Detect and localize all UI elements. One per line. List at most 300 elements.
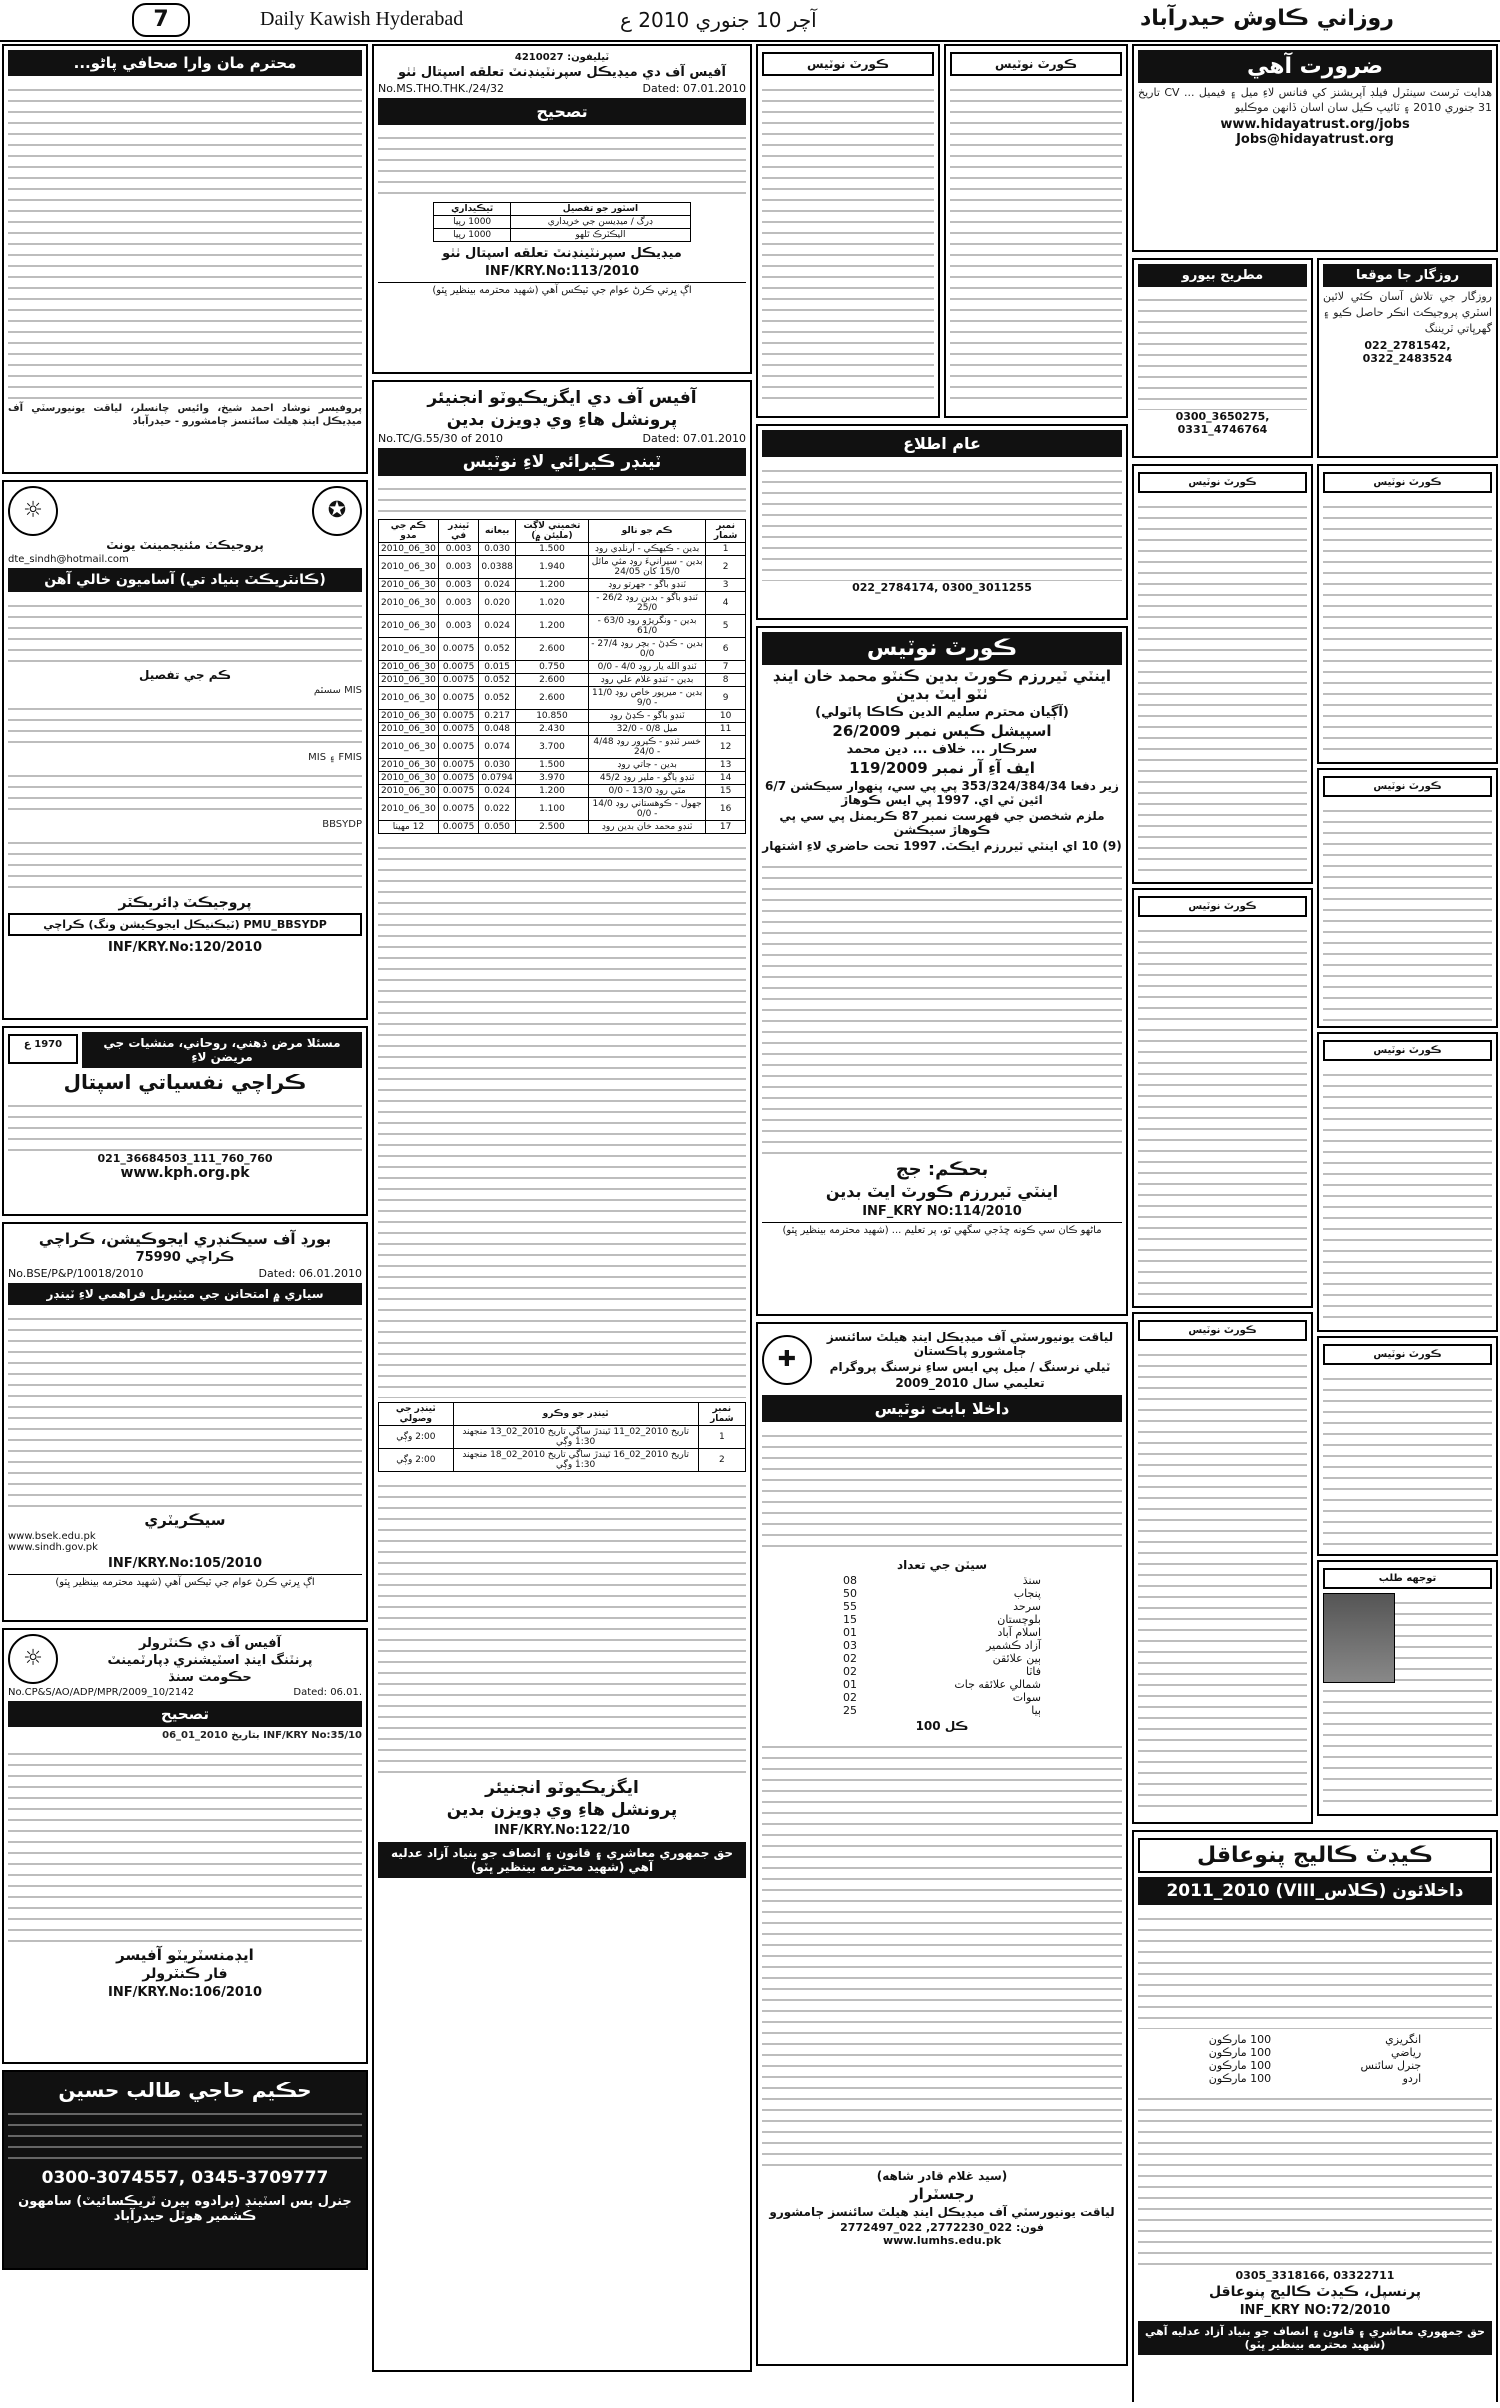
luhms-seat-count: 02 (843, 1652, 857, 1665)
luhms-seat-row (843, 1665, 1041, 1678)
xen-sign-1: ايگزيڪيوٽو انجنيئر (485, 1778, 639, 1798)
medsup-table (433, 202, 691, 242)
court-notice-b-body (1138, 921, 1307, 1301)
cadet-subject: اردو (1402, 2072, 1422, 2085)
xen-table-cell: 2.600 (515, 638, 588, 661)
printing-dept: پرنٽنگ اينڊ اسٽيشنري ڊپارٽمينٽ (107, 1653, 313, 1668)
printing-officer-2: فار ڪنٽرولر (142, 1966, 228, 1982)
need-email[interactable]: Jobs@hidayatrust.org (1236, 132, 1394, 147)
medsup-office: آفيس آف دي ميڊيڪل سپرنٽينڊنٽ تعلقه اسپتال ٺٺو (397, 65, 727, 80)
cadet-marks-list (1209, 2033, 1421, 2085)
luhms-seat-row (843, 1587, 1041, 1600)
atc-judge: (آڳيان محترم سليم الدين ڪاڪا پاٽولي) (815, 705, 1069, 720)
xen-th: ٽينڊر في (438, 520, 479, 543)
hakeem-store: جنرل بس اسٽينڊ (برادوه بيرن ٽريڪسائيٽ) سامهون ڪشمير هوٽل حيدرآباد (18, 2194, 352, 2224)
printing-inf-ref: INF/KRY No:35/10 بتاريخ 2010_01_06 (162, 1730, 362, 1741)
column-4 (1132, 44, 1498, 2402)
xen-table-row (379, 543, 746, 556)
hospital-header: مسئلا مرض ذهني، روحاني، منشيات جي مريضن لاءِ (82, 1032, 362, 1068)
xen-table-cell: 12 مهينا (379, 821, 439, 834)
xen-table-cell: 30_06_2010 (379, 759, 439, 772)
xen-table-cell: 0.217 (479, 710, 516, 723)
hakeem-ad (2, 2070, 368, 2270)
medsup-correction-ad (372, 44, 752, 374)
xen-table-cell: 30_06_2010 (379, 661, 439, 674)
xen-table-cell: بدين - ڪڍڻ - بچر روڊ 27/4 - 0/0 (588, 638, 705, 661)
xen-table-row (379, 687, 746, 710)
luhms-sub: ٽيلي نرسنگ / ميل پي ايس ساءِ نرسنگ پروگرام (829, 1360, 1111, 1374)
xen-table-cell: 0.024 (479, 785, 516, 798)
xen-table-cell: 1.020 (515, 592, 588, 615)
luhms-seat-count: 03 (843, 1639, 857, 1652)
luhms-intro (762, 1426, 1122, 1556)
xen-table-cell: 0.003 (438, 543, 479, 556)
luhms-seat-count: 15 (843, 1613, 857, 1626)
luhms-seat-region: اسلام آباد (997, 1626, 1041, 1639)
xen-table-cell: 1.200 (515, 579, 588, 592)
court-notice-2-body (950, 80, 1122, 400)
xen-division: پرونشل هاءِ وي ڊويزن بدين (446, 410, 678, 430)
xen-table-cell: 10 (706, 710, 746, 723)
xen-table-cell: 1.500 (515, 543, 588, 556)
medsup-tel: ٽيليفون: 4210027 (514, 52, 610, 63)
court-notice-c (1132, 1312, 1313, 1824)
court-notice-f-title: ڪورٽ نوٽيس (1323, 1040, 1492, 1061)
xen-office: آفيس آف دي ايگزيڪيوٽو انجنيئر (427, 388, 697, 408)
cadet-marks-row (1209, 2033, 1421, 2046)
xen-table-cell: بدين - سيرانيءَ روڊ مثي مائل 15/0 کان 24/05 (588, 556, 705, 579)
medsup-cell: 1000 رپيا (434, 216, 511, 229)
contract-jobs-ad (2, 480, 368, 1020)
atc-body (762, 857, 1122, 1157)
court-notice-d-body (1323, 497, 1492, 757)
court-notice-2-title: ڪورٽ نوٽيس (950, 52, 1122, 76)
xen-dates-cell: 2:00 وڳي (379, 1449, 454, 1472)
court-notice-d (1317, 464, 1498, 764)
court-notice-a (1132, 464, 1313, 884)
paper-name: Daily Kawish Hyderabad (260, 8, 464, 30)
xen-table-cell: 0.024 (479, 615, 516, 638)
public-notice-phones: 022_2784174, 0300_3011255 (852, 581, 1032, 594)
bsek-inf-number: INF/KRY.No:105/2010 (108, 1556, 262, 1571)
luhms-seat-row (843, 1600, 1041, 1613)
xen-table-row (379, 579, 746, 592)
xen-table-cell: بدين - ونگريڙو روڊ 63/0 - 61/0 (588, 615, 705, 638)
xen-table-row (379, 723, 746, 736)
printing-officer: ايڊمنسٽريٽو آفيسر (116, 1946, 254, 1964)
bsek-web-2[interactable]: www.sindh.gov.pk (8, 1542, 98, 1553)
xen-table-cell: 0.0075 (438, 772, 479, 785)
hospital-body (8, 1096, 362, 1152)
xen-th: ڪم جو نالو (588, 520, 705, 543)
contract-item-3: BBSYDP (322, 819, 362, 830)
public-notice-body (762, 461, 1122, 581)
xen-table-cell: مٿي روڊ 13/0 - 0/0 (588, 785, 705, 798)
cadet-marks-row (1209, 2059, 1421, 2072)
xen-table-cell: ٽنڊو محمد خان بدين روڊ (588, 821, 705, 834)
luhms-web[interactable]: www.lumhs.edu.pk (882, 2234, 1002, 2247)
xen-table-cell: ٽنڊو باگو - جهرتو روڊ (588, 579, 705, 592)
xen-dates-cell: 2 (698, 1449, 745, 1472)
printing-body (8, 1744, 362, 1944)
xen-table-row (379, 821, 746, 834)
court-notice-e-title: ڪورٽ نوٽيس (1323, 776, 1492, 797)
court-notice-g (1317, 1336, 1498, 1556)
hospital-web[interactable]: www.kph.org.pk (120, 1165, 250, 1181)
contract-header: (ڪانٽريڪٽ بنياد تي) آساميون خالي آهن (8, 568, 362, 592)
hospital-year: 1970 ع (8, 1034, 78, 1064)
xen-table-cell: 0.022 (479, 798, 516, 821)
attention-title: توجهه طلب (1323, 1568, 1492, 1589)
xen-dates-row (379, 1449, 746, 1472)
xen-table-cell: ٽنڊو ٻاگو - ملير روڊ 45/2 (588, 772, 705, 785)
xen-table-cell: 30_06_2010 (379, 710, 439, 723)
xen-table-cell: 3.700 (515, 736, 588, 759)
xen-table-cell: 2 (706, 556, 746, 579)
medsup-footer: اڳ ڀرتي ڪرڻ عوام جي ٽيڪس آهي (شهيد محترمه بينظير ڀٽو) (378, 282, 746, 296)
xen-table-cell: بدين - ميرپور خاص روڊ 11/0 - 9/0 (588, 687, 705, 710)
atc-fir: ايف آءِ آر نمبر 119/2009 (849, 759, 1035, 777)
xen-table-cell: 7 (706, 661, 746, 674)
court-notice-a-body (1138, 497, 1307, 877)
luhms-seat-row (843, 1652, 1041, 1665)
xen-table-cell: 0.050 (479, 821, 516, 834)
xen-table-cell: 17 (706, 821, 746, 834)
xen-works-table (378, 519, 746, 834)
xen-table-cell: 1.500 (515, 759, 588, 772)
xen-inf-number: INF/KRY.No:122/10 (494, 1823, 630, 1838)
xen-footer: حق جمهوري معاشري ۽ قانون ۽ انصاف جو بنياد آزاد عدليه آهي (شهيد محترمه بينظير ڀٽو) (378, 1842, 746, 1878)
luhms-seat-count: 02 (843, 1665, 857, 1678)
sindh-seal-icon: ☼ (8, 486, 58, 536)
xen-th: ڪم جي مدو (379, 520, 439, 543)
luhms-seat-count: 01 (843, 1678, 857, 1691)
xen-dates-cell: 1 (698, 1426, 745, 1449)
xen-th: نمبر شمار (706, 520, 746, 543)
xen-table-cell: 11 (706, 723, 746, 736)
xen-table-cell: 30_06_2010 (379, 556, 439, 579)
court-notice-1-title: ڪورٽ نوٽيس (762, 52, 934, 76)
luhms-admission-ad (756, 1322, 1128, 2366)
medsup-cell: اليڪٽرڪ ٿلهو (511, 229, 691, 242)
xen-table-cell: 0.0794 (479, 772, 516, 785)
printing-header: تصحيح (8, 1701, 362, 1727)
bsek-body (8, 1309, 362, 1509)
atc-judge-title: بحڪم: جج (895, 1159, 989, 1180)
luhms-seat-count: 55 (843, 1600, 857, 1613)
medsup-th-2: ٿيڪيداري (434, 203, 511, 216)
luhms-seat-count: 08 (843, 1574, 857, 1587)
court-notice-g-body (1323, 1369, 1492, 1549)
court-notice-e-body (1323, 801, 1492, 1021)
xen-table-cell: 30_06_2010 (379, 785, 439, 798)
contract-director: پروجيڪٽ ڊائريڪٽر (118, 895, 252, 911)
xen-table-row (379, 592, 746, 615)
luhms-uni: لياقت يونيورسٽي آف ميڊيڪل اينڊ هيلٿ سائنسز ڄامشورو پاڪستان (826, 1330, 1114, 1358)
xen-table-cell: 30_06_2010 (379, 772, 439, 785)
xen-table-cell: 30_06_2010 (379, 592, 439, 615)
xen-table-cell: 0.048 (479, 723, 516, 736)
bsek-footer: اڳ ڀرتي ڪرڻ عوام جي ٽيڪس آهي (شهيد محترمه بينظير ڀٽو) (8, 1574, 362, 1588)
xen-table-cell: 0.020 (479, 592, 516, 615)
luhms-total: ڪل 100 (915, 1719, 969, 1733)
xen-header: ٽينڊر ڪيرائي لاءِ نوٽيس (378, 448, 746, 476)
bsek-tender-ad (2, 1222, 368, 1622)
rozgar-phones: 022_2781542, 0322_2483524 (1362, 339, 1453, 365)
xen-table-cell: 0.024 (479, 579, 516, 592)
xen-table-cell: 30_06_2010 (379, 798, 439, 821)
xen-table-cell: 0.0075 (438, 687, 479, 710)
cadet-body (1138, 2089, 1492, 2269)
xen-table-cell: 0.003 (438, 579, 479, 592)
cadet-marks-value: 100 مارڪون (1208, 2072, 1272, 2085)
cadet-phones: 0305_3318166, 03322711 (1235, 2269, 1395, 2282)
xen-table-cell: 0.003 (438, 615, 479, 638)
page-number: 7 (132, 3, 190, 37)
marriage-bureau-ad (1132, 258, 1313, 458)
luhms-seat-region: سرحد (1013, 1600, 1041, 1613)
xen-table-cell: بدين - ڪيهڪي - آرنلڊي روڊ (588, 543, 705, 556)
xen-th: بيعانه (479, 520, 516, 543)
xen-dates-th: ٽينڊر جي وصولي (379, 1403, 454, 1426)
luhms-seat-region: سنڌ (1022, 1574, 1041, 1587)
tribute-signature: پروفيسر نوشاد احمد شيخ، وائيس چانسلر، لياقت يونيورسٽي آف ميڊيڪل اينڊ هيلٿ سائنسز ڄامشورو - حيدرآباد (8, 403, 362, 427)
cadet-marks-row (1209, 2046, 1421, 2059)
bsek-web-1[interactable]: www.bsek.edu.pk (8, 1531, 96, 1542)
public-notice-ad (756, 424, 1128, 620)
luhms-seat-row (843, 1678, 1041, 1691)
luhms-registrar: رجسٽرار (910, 2185, 974, 2203)
printing-seal-icon: ☼ (8, 1634, 58, 1684)
xen-dates-table (378, 1402, 746, 1472)
cadet-marks-value: 100 مارڪون (1208, 2046, 1272, 2059)
xen-table-cell: 30_06_2010 (379, 687, 439, 710)
xen-table-cell: 13 (706, 759, 746, 772)
contract-subhead: ڪم جي تفصيل (138, 668, 231, 682)
xen-table-cell: 30_06_2010 (379, 674, 439, 687)
xen-table-cell: 10.850 (515, 710, 588, 723)
luhms-seat-count: 02 (843, 1691, 857, 1704)
xen-conditions (378, 1476, 746, 1776)
atc-inf-number: INF_KRY NO:114/2010 (862, 1204, 1022, 1219)
xen-dates-rows (379, 1426, 746, 1472)
xen-table-cell: 0.030 (479, 759, 516, 772)
need-web[interactable]: www.hidayatrust.org/jobs (1220, 117, 1410, 132)
luhms-registrar-sub: لياقت يونيورسٽي آف ميڊيڪل اينڊ هيلٿ سائنسز ڄامشورو (769, 2205, 1115, 2219)
paper-name-urdu: روزاني ڪاوش حيدرآباد (1140, 6, 1394, 31)
xen-dated: Dated: 07.01.2010 (642, 432, 746, 445)
printing-dept-ad (2, 1628, 368, 2064)
luhms-seat-region: ٻين علائقن (992, 1652, 1041, 1665)
contract-org: پروجيڪٽ مئنيجمينٽ يونٽ (106, 538, 264, 552)
xen-table-cell: 1.200 (515, 615, 588, 638)
cadet-intro (1138, 1909, 1492, 2029)
xen-ref: No.TC/G.55/30 of 2010 (378, 432, 504, 445)
luhms-seat-region: ٻيا (1031, 1704, 1041, 1717)
hakeem-phones: 0300-3074557, 0345-3709777 (41, 2168, 329, 2188)
xen-table-row (379, 785, 746, 798)
atc-header: ڪورٽ نوٽيس (762, 632, 1122, 665)
xen-table-cell: 4 (706, 592, 746, 615)
xen-table-cell: 0.0075 (438, 661, 479, 674)
xen-table-cell: جهول - ڪوهستاني روڊ 14/0 - 0/0 (588, 798, 705, 821)
xen-dates-row (379, 1426, 746, 1449)
contract-inf-number: INF/KRY.No:120/2010 (108, 940, 262, 955)
luhms-seat-row (843, 1574, 1041, 1587)
xen-table-cell: 2.600 (515, 687, 588, 710)
need-body: هدايت ٽرسٽ سينٽرل فيلڊ آپريشنز کي فنانس لاءِ ميل ۽ فيميل ... CV تاريخ 31 جنوري 2010 ۽ ٽائيپ ڪيل سان اسان ڏانهن موڪليو (1138, 86, 1492, 114)
hakeem-body (8, 2104, 362, 2164)
attention-ad (1317, 1560, 1498, 1816)
luhms-header: داخلا بابت نوٽيس (762, 1395, 1122, 1422)
xen-table-row (379, 661, 746, 674)
missing-person-photo (1323, 1593, 1395, 1683)
medsup-th-1: اسٽور جو تفصيل (511, 203, 691, 216)
xen-table-cell: 30_06_2010 (379, 543, 439, 556)
atc-court: اينٽي ٽيررزم ڪورٽ بدين ڪنٽو محمد خان اينڊ ٺٽو ايٽ بدين (772, 667, 1112, 703)
court-notice-b (1132, 888, 1313, 1308)
xen-table-cell: 0.003 (438, 556, 479, 579)
xen-table-cell: 0.052 (479, 687, 516, 710)
luhms-seat-row (843, 1704, 1041, 1717)
printing-ref: No.CP&S/AO/ADP/MPR/2009_10/2142 (8, 1687, 194, 1698)
tribute-body (8, 80, 362, 400)
xen-table-row (379, 736, 746, 759)
xen-table-cell: 0.0075 (438, 723, 479, 736)
xen-table-cell: 2.600 (515, 674, 588, 687)
atc-sections: زير دفعا 353/324/384/34 پي پي سي، پنهوار سيڪشن 6/7 ائين ٽي اي. 1997 پي ايس ڪوهاڙ (765, 779, 1119, 807)
xen-tender-ad (372, 380, 752, 2372)
luhms-seat-count: 01 (843, 1626, 857, 1639)
xen-table-row (379, 615, 746, 638)
bsek-dated: Dated: 06.01.2010 (258, 1267, 362, 1280)
contract-item-3-body (8, 833, 362, 893)
xen-table-cell: 30_06_2010 (379, 736, 439, 759)
xen-table-cell: 0.030 (479, 543, 516, 556)
court-notice-c-title: ڪورٽ نوٽيس (1138, 1320, 1307, 1341)
contract-item-1-body (8, 699, 362, 749)
atc-court-notice (756, 626, 1128, 1316)
xen-table-row (379, 674, 746, 687)
luhms-seat-region: بلوچستان (997, 1613, 1041, 1626)
bbsydp-logo-icon: ✪ (312, 486, 362, 536)
contract-intro (8, 596, 362, 666)
luhms-seats-list (843, 1574, 1041, 1717)
bsek-subtitle: سياري ۾ امتحانن جي ميٽيريل فراهمي لاءِ ٽينڊر (8, 1283, 362, 1305)
contract-unit: PMU_BBSYDP (ٽيڪنيڪل ايجوڪيشن ونگ) ڪراچي (8, 913, 362, 936)
xen-table-cell: 2.500 (515, 821, 588, 834)
luhms-body (762, 1737, 1122, 2167)
xen-table-cell: 12 (706, 736, 746, 759)
cadet-header: ڪيڊٽ ڪاليج پنوعاقل (1138, 1838, 1492, 1873)
luhms-seat-region: آزاد ڪشمير (986, 1639, 1041, 1652)
atc-accused: ملزم شخصن جي فهرست نمبر 87 ڪريمنل پي سي پي ڪوهاڙ سيڪشن (779, 809, 1105, 837)
cadet-sub: داخلائون (ڪلاس_VIII) 2011_2010 (1138, 1877, 1492, 1905)
cadet-subject: جنرل سائنس (1360, 2059, 1422, 2072)
medsup-header: تصحيح (378, 98, 746, 125)
court-notice-c-body (1138, 1345, 1307, 1815)
xen-table-cell: 0.0075 (438, 710, 479, 723)
hakeem-name: حڪيم حاجي طالب حسين (58, 2078, 312, 2102)
xen-table-cell: 0.0075 (438, 674, 479, 687)
printing-gov: حڪومت سنڌ (168, 1670, 252, 1685)
xen-table-cell: 0.074 (479, 736, 516, 759)
tribute-ad (2, 44, 368, 474)
marriage-header: مطريح بيورو (1138, 264, 1307, 287)
court-notice-g-title: ڪورٽ نوٽيس (1323, 1344, 1492, 1365)
xen-table-cell: 0.0075 (438, 736, 479, 759)
xen-table-cell: 2.430 (515, 723, 588, 736)
contract-item-2: FMIS ۽ MIS (308, 752, 362, 763)
luhms-session: تعليمي سال 2010_2009 (895, 1376, 1045, 1390)
luhms-seat-count: 25 (843, 1704, 857, 1717)
luhms-seat-region: فاٽا (1025, 1665, 1041, 1678)
need-header: ضرورت آهي (1138, 50, 1492, 83)
luhms-seat-region: شمالي علائقه جات (954, 1678, 1041, 1691)
xen-table-cell: 0.0075 (438, 638, 479, 661)
xen-dates-cell: 2:00 وڳي (379, 1426, 454, 1449)
xen-table-row (379, 798, 746, 821)
printing-inf-number: INF/KRY.No:106/2010 (108, 1985, 262, 2000)
rozgar-body: روزگار جي تلاش آسان ڪئي لائين اسٽري پروجيڪٽ انڪر حاصل ڪيو ۽ گهرڀاتي ٽريننگ (1323, 290, 1492, 335)
xen-table-cell: ٽنڊو باگو - بدين روڊ 26/2 - 25/0 (588, 592, 705, 615)
xen-table-cell: 9 (706, 687, 746, 710)
xen-table-cell: 0.0388 (479, 556, 516, 579)
luhms-seat-row (843, 1626, 1041, 1639)
bsek-title: بورڊ آف سيڪنڊري ايجوڪيشن، ڪراچي (38, 1230, 332, 1248)
bsek-ref: No.BSE/P&P/10018/2010 (8, 1267, 144, 1280)
xen-table-cell: 1.940 (515, 556, 588, 579)
tribute-title: محترم مان وارا صحافي پاڻو... (8, 50, 362, 76)
column-3 (756, 44, 1128, 2402)
medsup-cell: ڊرگ / ميڊيسن جي خريداري (511, 216, 691, 229)
luhms-phones: فون: 022_2772230, 022_2772497 (840, 2221, 1044, 2234)
xen-th: تخميني لاڳت (مليئن ۾) (515, 520, 588, 543)
court-notice-d-title: ڪورٽ نوٽيس (1323, 472, 1492, 493)
court-notice-a-title: ڪورٽ نوٽيس (1138, 472, 1307, 493)
xen-table-cell: 0.015 (479, 661, 516, 674)
xen-table-cell: 30_06_2010 (379, 615, 439, 638)
contract-item-2-body (8, 766, 362, 816)
luhms-seat-region: پنجاب (1013, 1587, 1041, 1600)
xen-table-cell: 0.0075 (438, 798, 479, 821)
atc-court-sig: اينٽي ٽيررزم ڪورٽ ايٽ بدين (825, 1182, 1059, 1201)
xen-table-cell: 3.970 (515, 772, 588, 785)
column-2 (372, 44, 752, 2402)
xen-table-cell: 0.003 (438, 592, 479, 615)
atc-sub: (9) 10 اي اينٽي ٽيررزم ايڪٽ. 1997 تحت حاضري لاءِ اشتهار (762, 839, 1122, 853)
medsup-inf-number: INF/KRY.No:113/2010 (485, 264, 639, 279)
bsek-secretary: سيڪريٽري (144, 1511, 226, 1529)
xen-table-cell: 8 (706, 674, 746, 687)
rozgar-ad (1317, 258, 1498, 458)
court-notice-1 (756, 44, 940, 418)
xen-table-cell: 0.052 (479, 638, 516, 661)
xen-table-cell: 14 (706, 772, 746, 785)
xen-table-cell: بدين - جاتي روڊ (588, 759, 705, 772)
contract-email: dte_sindh@hotmail.com (8, 554, 129, 565)
court-notice-e (1317, 768, 1498, 1028)
xen-table-cell: 30_06_2010 (379, 579, 439, 592)
cadet-subject: انگريزي (1385, 2033, 1422, 2046)
xen-table-cell: 30_06_2010 (379, 638, 439, 661)
xen-dates-cell: تاريخ 2010_02_16 ٿيندڙ ساڳي تاريخ 2010_02_18 منجهند 1:30 وڳي (453, 1449, 698, 1472)
need-ad (1132, 44, 1498, 252)
xen-table-cell: 1.200 (515, 785, 588, 798)
luhms-seat-region: سوات (1012, 1691, 1041, 1704)
masthead (0, 0, 1500, 42)
cadet-inf-number: INF_KRY NO:72/2010 (1239, 2303, 1391, 2318)
